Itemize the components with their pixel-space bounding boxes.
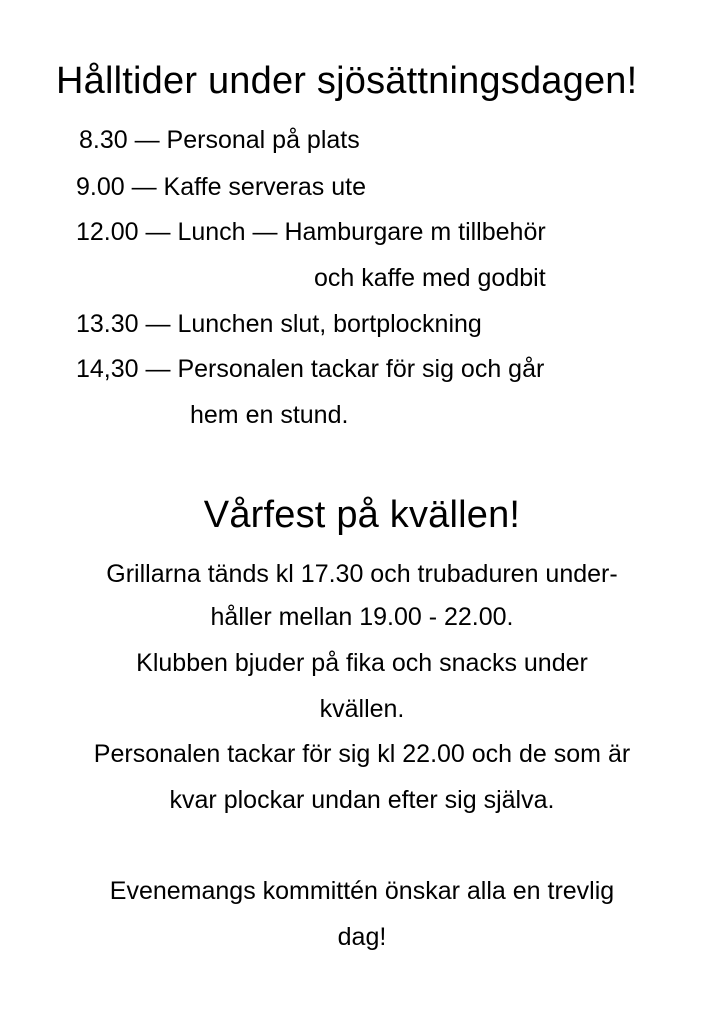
paragraph-line: Personalen tackar för sig kl 22.00 och de som är <box>93 740 631 768</box>
schedule-item: 13.30 — Lunchen slut, bortplockning <box>76 310 482 338</box>
schedule-item: 12.00 — Lunch — Hamburgare m tillbehör <box>76 218 546 246</box>
schedule-heading: Hålltider under sjösättningsdagen! <box>56 60 638 102</box>
paragraph-line: kvar plockar undan efter sig själva. <box>169 786 555 814</box>
schedule-item: 9.00 — Kaffe serveras ute <box>76 173 366 201</box>
paragraph-line: Grillarna tänds kl 17.30 och trubaduren under- <box>106 560 618 588</box>
schedule-item-continuation: hem en stund. <box>190 401 349 429</box>
paragraph-line: håller mellan 19.00 - 22.00. <box>210 603 514 631</box>
paragraph-line: Klubben bjuder på fika och snacks under <box>136 649 588 677</box>
closing-line: Evenemangs kommittén önskar alla en trevlig <box>109 877 615 905</box>
paragraph-line: kvällen. <box>319 695 405 723</box>
schedule-item: 14,30 — Personalen tackar för sig och går <box>76 355 545 383</box>
schedule-item-continuation: och kaffe med godbit <box>314 264 546 292</box>
schedule-item: 8.30 — Personal på plats <box>79 126 360 154</box>
evening-heading: Vårfest på kvällen! <box>203 494 521 536</box>
closing-line: dag! <box>337 923 387 951</box>
